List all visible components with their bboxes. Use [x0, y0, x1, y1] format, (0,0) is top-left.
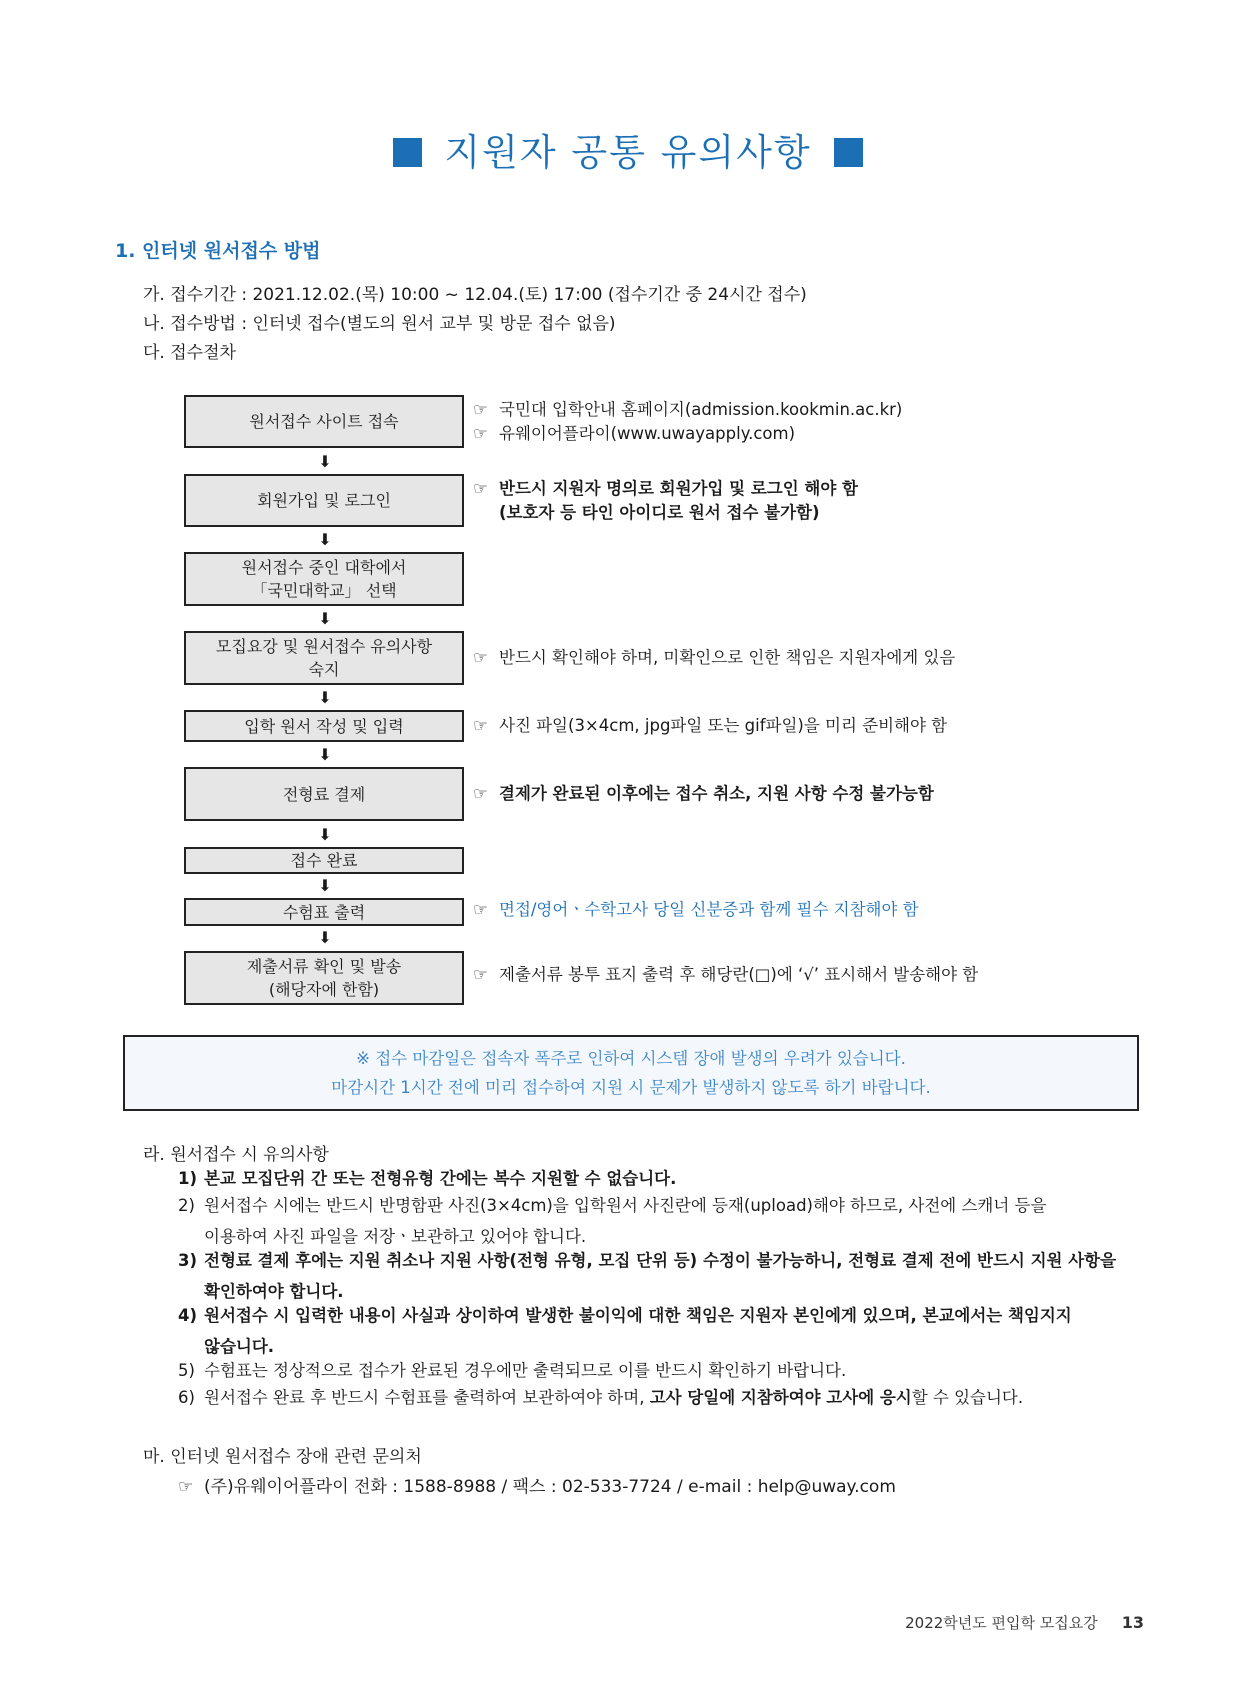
notice-box: ※ 접수 마감일은 접속자 폭주로 인하여 시스템 장애 발생의 우려가 있습니다. 마감시간 1시간 전에 미리 접수하여 지원 시 문제가 발생하지 않도록 하기 바랍니다. [123, 1035, 1139, 1111]
method-line: 나. 접수방법 : 인터넷 접수(별도의 원서 교부 및 방문 접수 없음) [143, 314, 616, 334]
pointing-hand-icon: ☞ [178, 1477, 194, 1497]
flow-step: 전형료 결제 [184, 767, 464, 821]
rule-item: 2) 원서접수 시에는 반드시 반명함판 사진(3×4cm)을 입학원서 사진란에 등재(upload)해야 하므로, 사전에 스캐너 등을 [178, 1196, 1047, 1215]
flow-step: 접수 완료 [184, 847, 464, 874]
down-arrow-icon: ⬇ [318, 928, 332, 947]
flow-note: ☞ 유웨이어플라이(www.uwayapply.com) [473, 422, 795, 446]
pointing-hand-icon: ☞ [473, 479, 488, 498]
flow-step: 수험표 출력 [184, 898, 464, 926]
page-title: 지원자 공통 유의사항 [0, 122, 1256, 176]
section-heading: 1. 인터넷 원서접수 방법 [115, 240, 321, 262]
pointing-hand-icon: ☞ [473, 716, 488, 735]
pointing-hand-icon: ☞ [473, 784, 488, 803]
rule-item: 6) 원서접수 완료 후 반드시 수험표를 출력하여 보관하여야 하며, 고사 당일에 지참하여야 고사에 응시할 수 있습니다. [178, 1388, 1024, 1407]
pointing-hand-icon: ☞ [473, 965, 488, 984]
down-arrow-icon: ⬇ [318, 688, 332, 707]
flow-note: ☞ 결제가 완료된 이후에는 접수 취소, 지원 사항 수정 불가능함 [473, 782, 934, 806]
down-arrow-icon: ⬇ [318, 530, 332, 549]
period-line: 가. 접수기간 : 2021.12.02.(목) 10:00 ~ 12.04.(토) 17:00 (접수기간 중 24시간 접수) [143, 285, 807, 305]
rule-item: 4) 원서접수 시 입력한 내용이 사실과 상이하여 발생한 불이익에 대한 책임은 지원자 본인에게 있으며, 본교에서는 책임지지 [178, 1306, 1072, 1325]
pointing-hand-icon: ☞ [473, 424, 488, 443]
flow-note: ☞ 면접/영어ㆍ수학고사 당일 신분증과 함께 필수 지참해야 함 [473, 898, 919, 922]
procedure-line: 다. 접수절차 [143, 343, 236, 363]
page-footer: 2022학년도 편입학 모집요강 13 [905, 1613, 1144, 1632]
flow-step: 입학 원서 작성 및 입력 [184, 710, 464, 742]
rule-item: 1) 본교 모집단위 간 또는 전형유형 간에는 복수 지원할 수 없습니다. [178, 1169, 677, 1188]
flow-step: 원서접수 사이트 접속 [184, 395, 464, 448]
pointing-hand-icon: ☞ [473, 648, 488, 667]
page-number: 13 [1121, 1613, 1144, 1632]
rule-item-continuation: 이용하여 사진 파일을 저장ㆍ보관하고 있어야 합니다. [204, 1227, 587, 1246]
down-arrow-icon: ⬇ [318, 745, 332, 764]
flow-note: ☞ 반드시 지원자 명의로 회원가입 및 로그인 해야 함 [473, 477, 858, 501]
rule-item: 5) 수험표는 정상적으로 접수가 완료된 경우에만 출력되므로 이를 반드시 확인하기 바랍니다. [178, 1361, 847, 1380]
flow-step: 제출서류 확인 및 발송 (해당자에 한함) [184, 951, 464, 1005]
down-arrow-icon: ⬇ [318, 609, 332, 628]
flow-note: ☞ 사진 파일(3×4cm, jpg파일 또는 gif파일)을 미리 준비해야 함 [473, 714, 947, 738]
contact-line: ☞ (주)유웨이어플라이 전화 : 1588-8988 / 팩스 : 02-533-7724 / e-mail : help@uway.com [178, 1477, 896, 1497]
flow-note: (보호자 등 타인 아이디로 원서 접수 불가함) [499, 503, 820, 522]
square-bullet-icon [834, 138, 863, 167]
flow-note: ☞ 제출서류 봉투 표지 출력 후 해당란(□)에 ‘√’ 표시해서 발송해야 함 [473, 963, 978, 987]
rules-heading: 라. 원서접수 시 유의사항 [143, 1145, 329, 1165]
pointing-hand-icon: ☞ [473, 900, 488, 919]
contact-heading: 마. 인터넷 원서접수 장애 관련 문의처 [143, 1447, 422, 1467]
flow-note: ☞ 반드시 확인해야 하며, 미확인으로 인한 책임은 지원자에게 있음 [473, 646, 955, 670]
flow-step: 회원가입 및 로그인 [184, 474, 464, 527]
flow-note: ☞ 국민대 입학안내 홈페이지(admission.kookmin.ac.kr) [473, 398, 902, 422]
down-arrow-icon: ⬇ [318, 452, 332, 471]
flow-step: 모집요강 및 원서접수 유의사항 숙지 [184, 631, 464, 685]
square-bullet-icon [393, 138, 422, 167]
down-arrow-icon: ⬇ [318, 876, 332, 895]
rule-item-continuation: 확인하여야 합니다. [204, 1282, 344, 1301]
pointing-hand-icon: ☞ [473, 400, 488, 419]
flow-step: 원서접수 중인 대학에서 「국민대학교」 선택 [184, 552, 464, 606]
rule-item: 3) 전형료 결제 후에는 지원 취소나 지원 사항(전형 유형, 모집 단위 등) 수정이 불가능하니, 전형료 결제 전에 반드시 지원 사항을 [178, 1251, 1117, 1270]
rule-item-continuation: 않습니다. [204, 1337, 275, 1356]
down-arrow-icon: ⬇ [318, 825, 332, 844]
